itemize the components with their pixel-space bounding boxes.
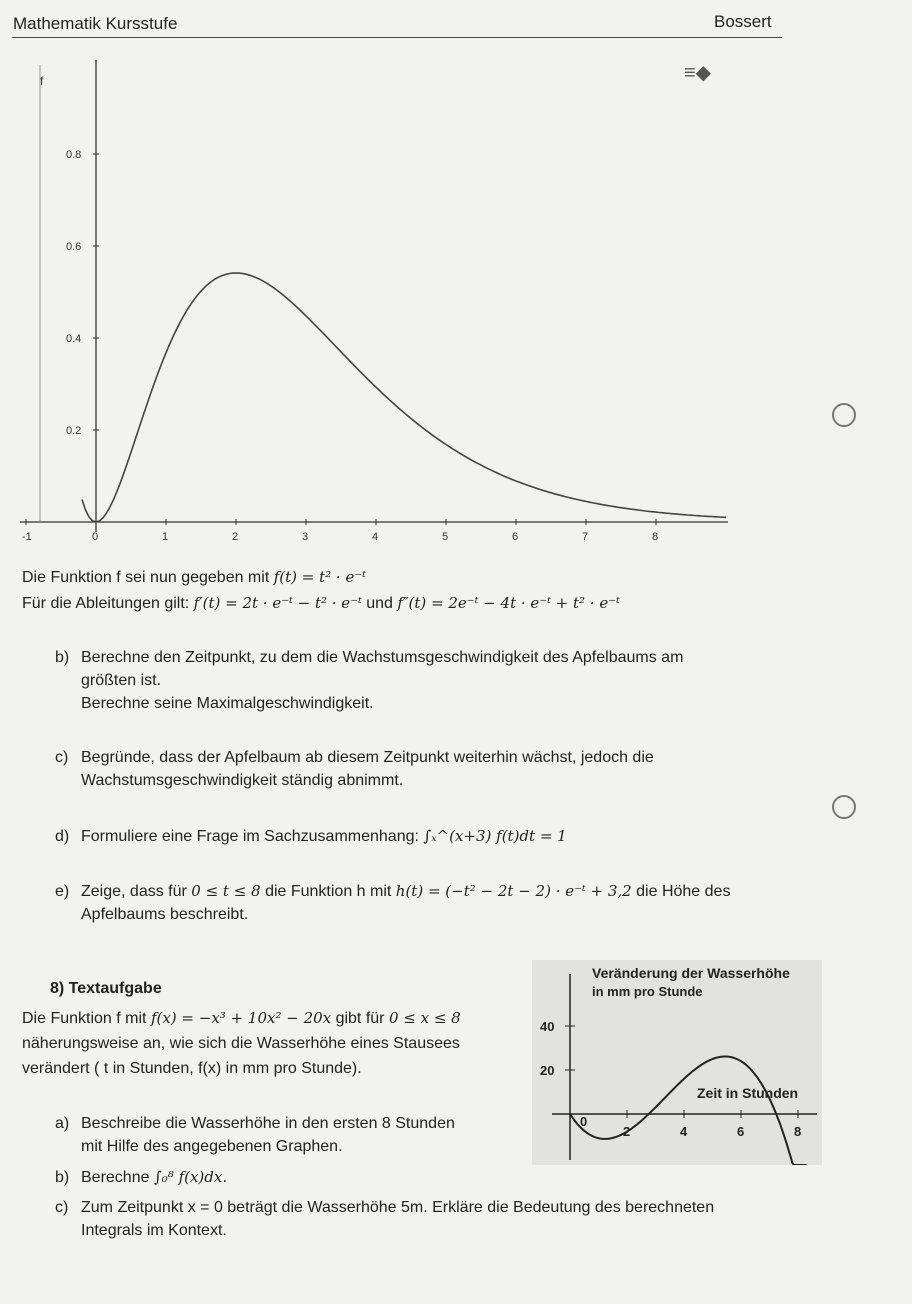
task-e-mid: die Funktion h mit <box>265 883 392 900</box>
task8-b-integral: ∫₀⁸ f(x)dx. <box>153 1168 228 1186</box>
task-b <box>55 646 683 715</box>
y-tick-label: 0.2 <box>66 425 82 437</box>
task-b-text-3: Berechne seine Maximalgeschwindigkeit. <box>81 695 374 712</box>
task8-b-text: Berechne <box>81 1169 150 1186</box>
task8-a-text-2: mit Hilfe des angegebenen Graphen. <box>81 1138 343 1155</box>
task8-c-label: c) <box>55 1199 69 1216</box>
x-tick-label: 5 <box>442 531 449 543</box>
task-c-label: c) <box>55 749 69 766</box>
task-e-text: Zeige, dass für <box>81 883 187 900</box>
task8-formula: f(x) = −x³ + 10x² − 20x <box>150 1009 332 1027</box>
and-word: und <box>366 595 393 612</box>
task8-range: 0 ≤ x ≤ 8 <box>388 1009 461 1027</box>
x-tick-label: 8 <box>652 531 659 543</box>
task-e <box>55 880 730 926</box>
margin-circle-icon <box>832 795 856 819</box>
task-c-text-2: Wachstumsgeschwindigkeit ständig abnimmt. <box>81 772 404 789</box>
x-tick-label: 2 <box>623 1124 631 1139</box>
chart2-subtitle: in mm pro Stunde <box>592 984 703 999</box>
task-d-label: d) <box>55 828 70 845</box>
x-tick-label: 4 <box>680 1124 688 1139</box>
task8-b <box>55 1168 227 1187</box>
x-tick-label: 2 <box>232 531 239 543</box>
task-e-range: 0 ≤ t ≤ 8 <box>191 882 261 900</box>
y-tick-label: 0.6 <box>66 241 82 253</box>
task-b-text-2: größten ist. <box>81 672 162 689</box>
x-tick-label: 1 <box>162 531 169 543</box>
task8-a <box>55 1112 455 1158</box>
function-definition <box>22 568 366 587</box>
task-c <box>55 746 654 792</box>
task-b-label: b) <box>55 649 70 666</box>
task-b-text: Berechne den Zeitpunkt, zu dem die Wachstumsgeschwindigkeit des Apfelbaums am <box>81 649 684 666</box>
task8-a-text: Beschreibe die Wasserhöhe in den ersten 8 Stunden <box>81 1115 455 1132</box>
task-d-text: Formuliere eine Frage im Sachzusammenhang: <box>81 828 419 845</box>
h-formula: h(t) = (−t² − 2t − 2) · e⁻ᵗ + 3,2 <box>395 882 632 900</box>
task8-heading: 8) Textaufgabe <box>50 980 162 997</box>
x-tick-label: 0 <box>580 1114 588 1129</box>
task-d <box>55 825 567 848</box>
f-curve <box>82 273 726 522</box>
x-tick-label: 6 <box>737 1124 745 1139</box>
y-tick-label: 40 <box>540 1019 555 1034</box>
y-tick-label: 20 <box>540 1063 555 1078</box>
task8-b-label: b) <box>55 1169 70 1186</box>
growth-rate-chart <box>0 50 760 550</box>
y-tick-label: 0.8 <box>66 149 82 161</box>
course-title: Mathematik Kursstufe <box>13 14 178 33</box>
task8-mid: gibt für <box>335 1010 385 1027</box>
chart2-xlabel: Zeit in Stunden <box>697 1085 799 1101</box>
task8-intro <box>22 1006 461 1081</box>
chart2-title: Veränderung der Wasserhöhe <box>592 965 790 981</box>
pencil-mark-icon: ≡◆ <box>684 62 712 84</box>
x-tick-label: 8 <box>794 1124 802 1139</box>
task8-text: Die Funktion f mit <box>22 1010 147 1027</box>
y-tick-label: 0.4 <box>66 333 82 345</box>
task-e-suffix: die Höhe des <box>636 883 731 900</box>
water-level-chart <box>532 960 822 1165</box>
second-derivative: f″(t) = 2e⁻ᵗ − 4t · e⁻ᵗ + t² · e⁻ᵗ <box>397 594 620 612</box>
task8-text-3: verändert ( t in Stunden, f(x) in mm pro Stunde). <box>22 1060 362 1077</box>
task-d-integral: ∫ₓ^(x+3) f(t)dt = 1 <box>423 827 567 845</box>
intro-text: Die Funktion f sei nun gegeben mit <box>22 569 270 586</box>
task8-a-label: a) <box>55 1115 70 1132</box>
x-tick-label: 3 <box>302 531 309 543</box>
task8-c-text-2: Integrals im Kontext. <box>81 1222 227 1239</box>
f-formula: f(t) = t² · e⁻ᵗ <box>273 568 366 586</box>
margin-circle-icon <box>832 403 856 427</box>
header-rule <box>12 37 782 38</box>
task-c-text: Begründe, dass der Apfelbaum ab diesem Zeitpunkt weiterhin wächst, jedoch die <box>81 749 654 766</box>
x-tick-label: 6 <box>512 531 519 543</box>
x-tick-label: 0 <box>92 531 99 543</box>
x-tick-label: 7 <box>582 531 589 543</box>
task8-text-2: näherungsweise an, wie sich die Wasserhöhe eines Stausees <box>22 1035 460 1052</box>
x-tick-label: 4 <box>372 531 379 543</box>
task-e-text-2: Apfelbaums beschreibt. <box>81 906 249 923</box>
x-tick-label: -1 <box>22 531 32 543</box>
task8-c <box>55 1196 714 1242</box>
task8-c-text: Zum Zeitpunkt x = 0 beträgt die Wasserhöhe 5m. Erkläre die Bedeutung des berechneten <box>81 1199 715 1216</box>
first-derivative: f′(t) = 2t · e⁻ᵗ − t² · e⁻ᵗ <box>193 594 362 612</box>
derivatives-line <box>22 594 620 613</box>
author-name: Bossert <box>714 12 772 31</box>
y-axis-label: f <box>40 74 44 88</box>
task-e-label: e) <box>55 883 70 900</box>
derivatives-text: Für die Ableitungen gilt: <box>22 595 190 612</box>
